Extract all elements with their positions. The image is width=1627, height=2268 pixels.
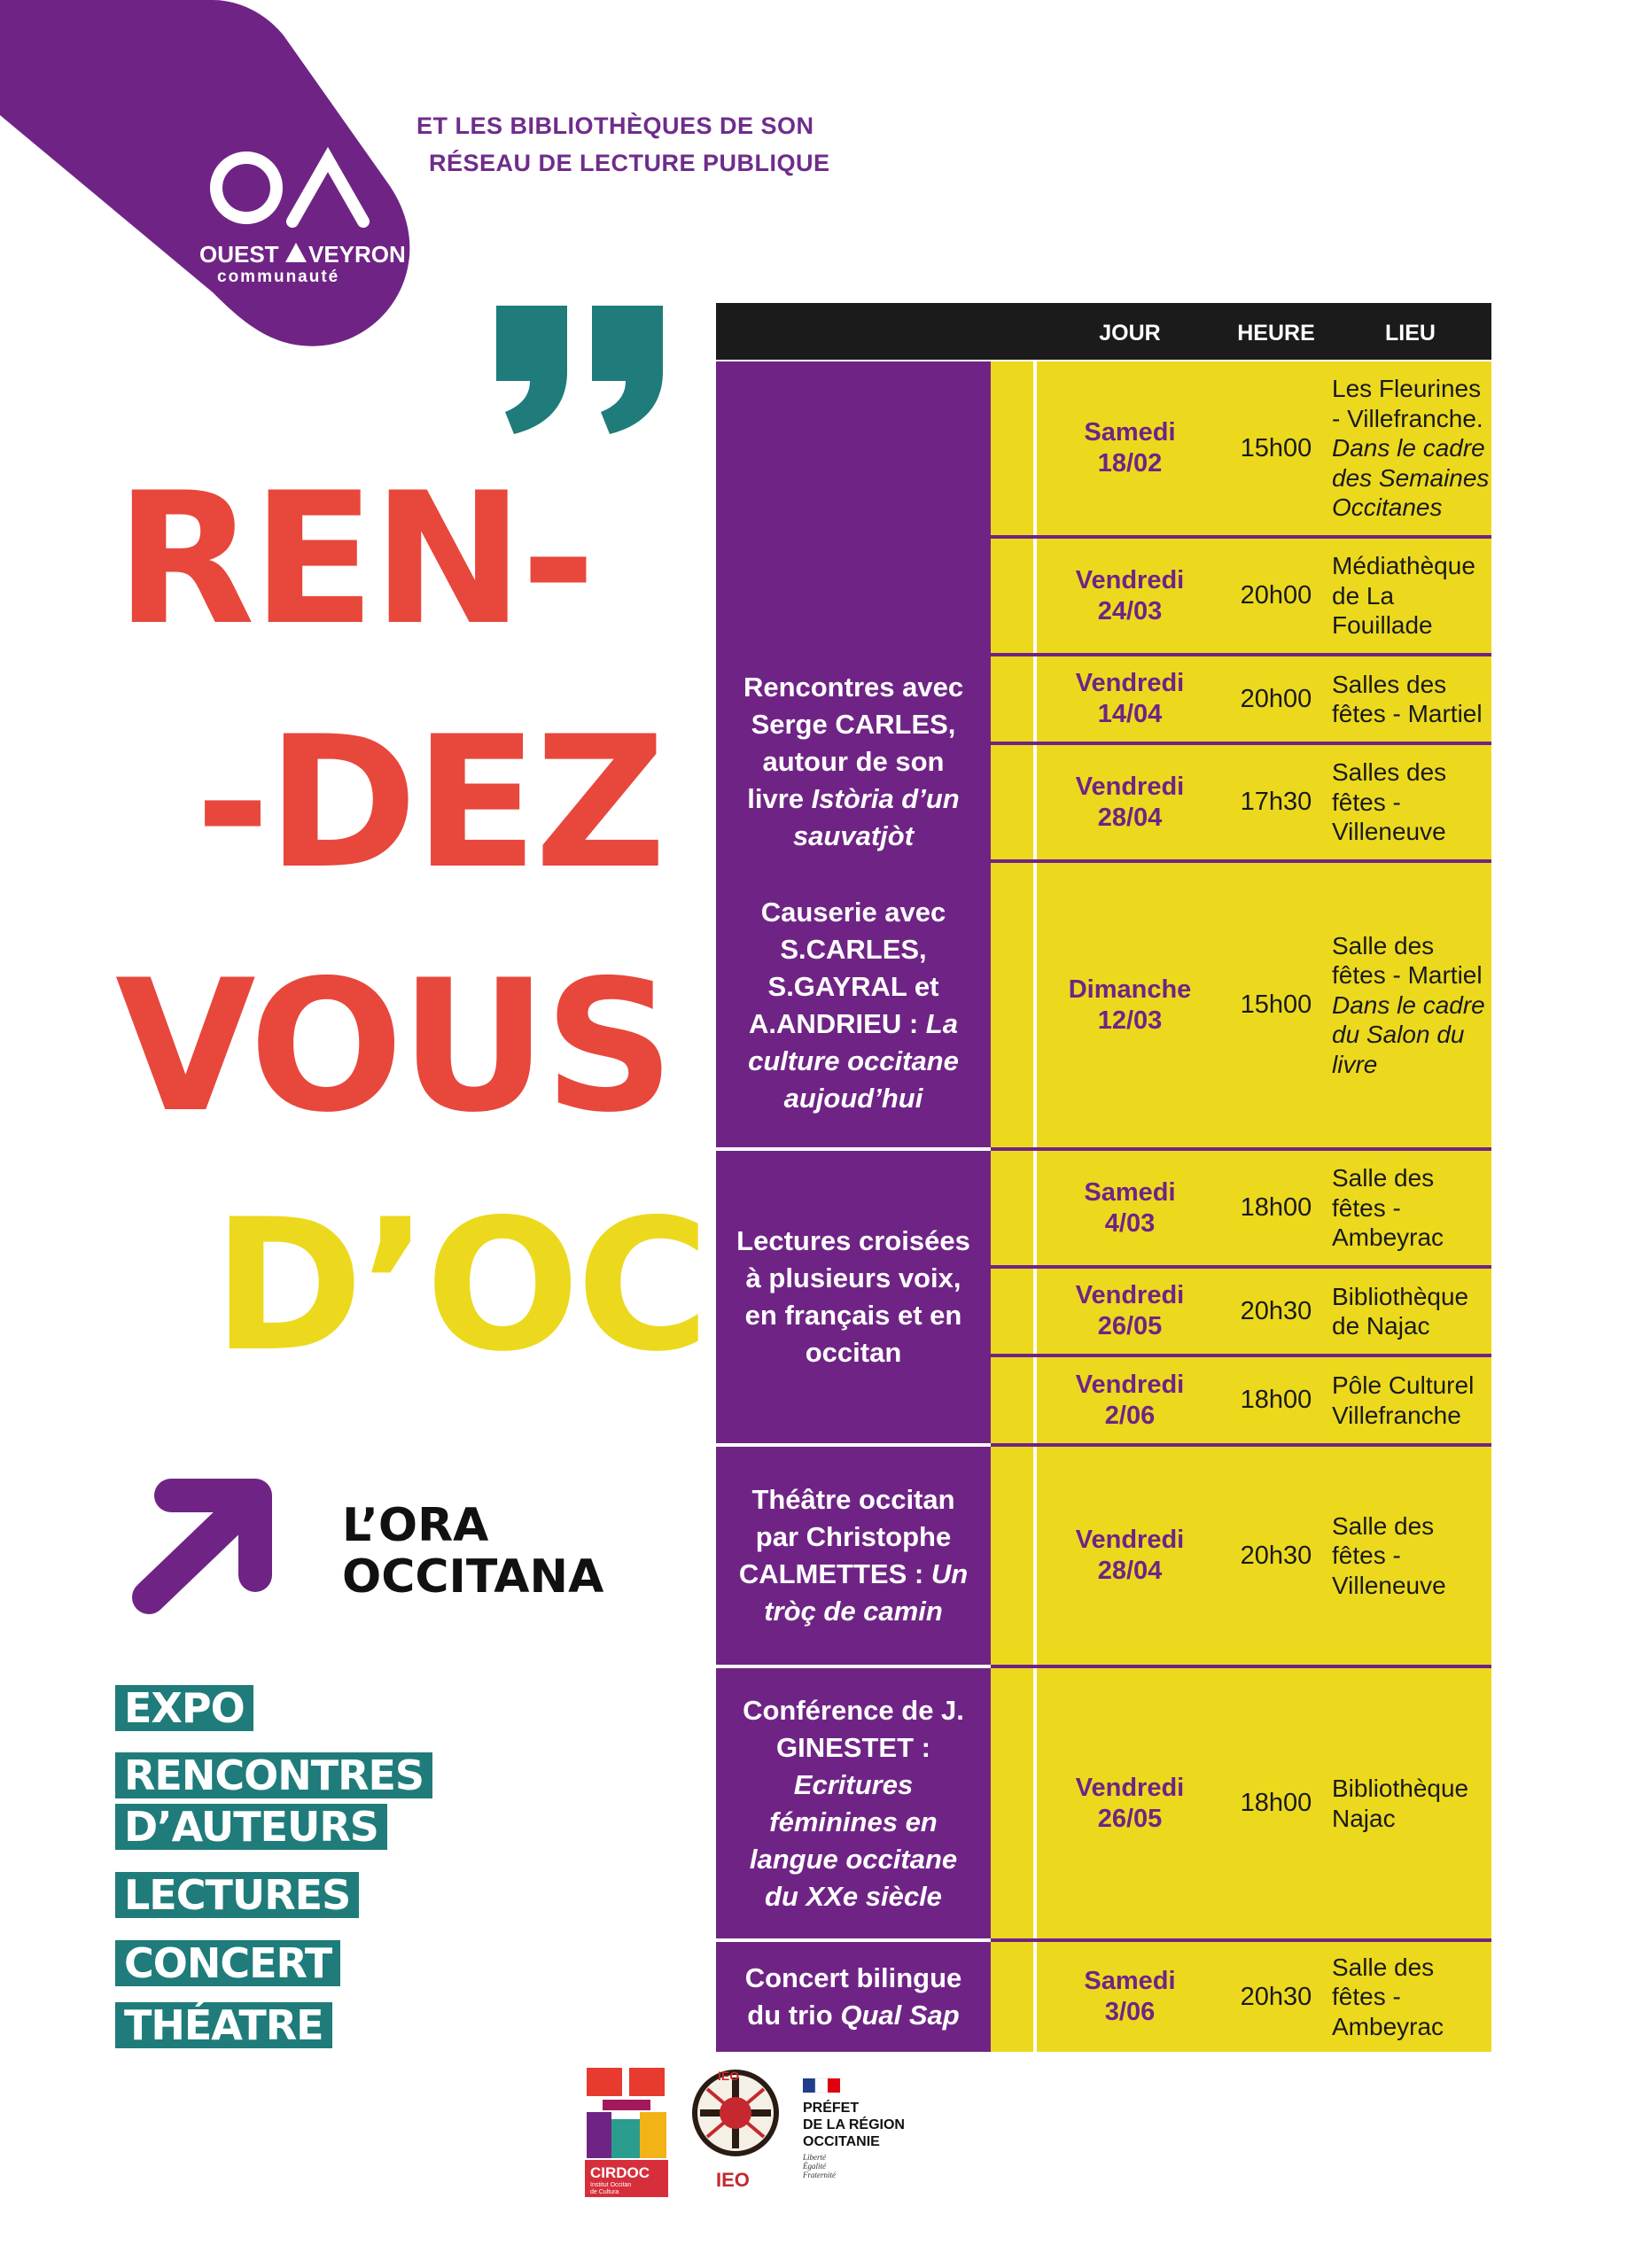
- heure-cell: 20h30: [1240, 1296, 1312, 1325]
- ieo-logo: [682, 2064, 789, 2197]
- lieu-cell: Salles des fêtes - Villeneuve: [1332, 758, 1447, 846]
- event-title: Causerie avec S.CARLES, S.GAYRAL et A.ANDRIEU :: [749, 896, 946, 1039]
- title-line-2: -DEZ: [195, 698, 663, 909]
- heure-cell: 17h30: [1240, 788, 1312, 816]
- table-row: [991, 1942, 1491, 2052]
- heure-cell: 20h30: [1240, 1541, 1312, 1570]
- quote-mark-icon: [487, 306, 673, 434]
- cirdoc-name: CIRDOC: [590, 2164, 650, 2181]
- lieu-cell: Salle des fêtes - Villeneuve: [1332, 1511, 1446, 1599]
- badge-name-left: OUEST: [199, 241, 279, 268]
- tag-expo: EXPO: [115, 1685, 253, 1731]
- event-cell: [716, 1447, 991, 1668]
- prefet-logo: [801, 2075, 952, 2181]
- event-title: Rencontres avec Serge CARLES, autour de son livre: [743, 672, 964, 814]
- event-cell: [716, 1151, 991, 1447]
- jour-cell: Vendredi 26/05: [1075, 1773, 1185, 1833]
- jour-cell: Vendredi 24/03: [1075, 565, 1185, 625]
- prefet-line-2: DE LA RÉGION: [803, 2117, 905, 2132]
- event-title: Lectures croisées à plusieurs voix, en français et en occitan: [736, 1225, 970, 1368]
- title-line-3: VOUS: [115, 942, 672, 1153]
- jour-cell: Vendredi 2/06: [1075, 1370, 1185, 1430]
- event-title-italic: Istòria d’un sauvatjòt: [792, 783, 960, 851]
- event-title-italic: Ecritures féminines en langue occitane du XXe siècle: [749, 1768, 958, 1912]
- subtitle-line-2: OCCITANA: [342, 1550, 604, 1604]
- table-row: [991, 745, 1491, 863]
- heure-cell: 15h00: [1240, 990, 1312, 1019]
- lieu-cell: Bibliothèque Najac: [1332, 1775, 1469, 1832]
- header-jour: JOUR: [1099, 321, 1161, 346]
- prefet-line-3: OCCITANIE: [803, 2134, 880, 2149]
- table-row: [991, 863, 1491, 1151]
- org-line-1: ET LES BIBLIOTHÈQUES DE SON: [416, 113, 814, 139]
- cirdoc-sub-2: de Cultura: [590, 2189, 619, 2195]
- motto-2: Égalité: [803, 2162, 826, 2171]
- lieu-cell: Salle des fêtes - Martiel Dans le cadre du Salon du livre: [1332, 931, 1485, 1078]
- subtitle-line-1: L’ORA: [342, 1499, 489, 1552]
- jour-cell: Vendredi 28/04: [1075, 1526, 1185, 1585]
- badge-sub: communauté: [217, 268, 340, 286]
- cirdoc-logo: [585, 2066, 668, 2197]
- ieo-seal-text: IEO: [718, 2069, 740, 2083]
- lieu-cell: Les Fleurines - Villefranche. Dans le cadre des Semaines Occitanes: [1332, 375, 1490, 522]
- header-lieu: LIEU: [1385, 321, 1436, 346]
- event-cell: [716, 863, 991, 1151]
- table-row: [991, 1269, 1491, 1357]
- lieu-cell: Bibliothèque de Najac: [1332, 1282, 1469, 1340]
- lieu-cell: Salle des fêtes - Ambeyrac: [1332, 1953, 1444, 2040]
- event-title-italic: Qual Sap: [840, 2000, 960, 2031]
- tag-rencontres: RENCONTRES: [115, 1752, 432, 1798]
- badge-name-right: VEYRON: [308, 241, 406, 268]
- jour-cell: Vendredi 14/04: [1075, 669, 1185, 728]
- table-row: [991, 656, 1491, 745]
- motto-3: Fraternité: [803, 2171, 836, 2179]
- ieo-seal-icon: [695, 2072, 776, 2154]
- org-line-2: RÉSEAU DE LECTURE PUBLIQUE: [429, 150, 830, 176]
- event-cell: [716, 1668, 991, 1942]
- jour-cell: Samedi 4/03: [1084, 1177, 1176, 1238]
- jour-cell: Samedi 18/02: [1084, 418, 1176, 478]
- title-line-1: REN-: [115, 454, 593, 665]
- ouest-aveyron-badge: [0, 0, 416, 354]
- tag-concert: CONCERT: [115, 1940, 340, 1986]
- jour-cell: Samedi 3/06: [1084, 1967, 1176, 2026]
- marianne-flag-icon: [803, 2078, 840, 2093]
- event-title: Concert bilingue du trio: [744, 1962, 962, 2031]
- table-row: [991, 1357, 1491, 1447]
- motto-1: Liberté: [803, 2153, 826, 2162]
- header-heure: HEURE: [1237, 321, 1315, 346]
- heure-cell: 20h30: [1240, 1982, 1312, 2011]
- event-title: Conférence de J. GINESTET :: [743, 1694, 964, 1763]
- heure-cell: 18h00: [1240, 1193, 1312, 1222]
- heure-cell: 20h00: [1240, 581, 1312, 610]
- title-line-4: D’OC: [213, 1181, 706, 1392]
- tag-auteurs: D’AUTEURS: [115, 1804, 387, 1850]
- heure-cell: 15h00: [1240, 433, 1312, 462]
- table-row: [991, 1447, 1491, 1668]
- jour-cell: Dimanche 12/03: [1068, 975, 1192, 1035]
- arrow-up-right-icon: [122, 1478, 282, 1621]
- heure-cell: 18h00: [1240, 1386, 1312, 1414]
- cirdoc-sub-1: Institut Occitan: [590, 2182, 632, 2188]
- table-row: [991, 1668, 1491, 1942]
- jour-cell: Vendredi 26/05: [1075, 1281, 1185, 1340]
- event-cell: [716, 1942, 991, 2052]
- table-row: [991, 1151, 1491, 1269]
- lieu-cell: Salle des fêtes - Ambeyrac: [1332, 1164, 1444, 1252]
- event-title-italic: La culture occitane aujoud’hui: [748, 1007, 959, 1114]
- heure-cell: 20h00: [1240, 684, 1312, 713]
- table-header: [716, 303, 1491, 360]
- prefet-line-1: PRÉFET: [803, 2101, 860, 2116]
- event-title: Théâtre occitan par Christophe CALMETTES :: [738, 1484, 955, 1589]
- table-row: [991, 361, 1491, 539]
- table-row: [991, 539, 1491, 656]
- lieu-cell: Salles des fêtes - Martiel: [1332, 670, 1483, 727]
- tag-theatre: THÉATRE: [115, 2002, 332, 2048]
- ieo-label: IEO: [716, 2169, 750, 2191]
- tag-lectures: LECTURES: [115, 1872, 359, 1918]
- event-title-italic: Un tròç de camin: [764, 1558, 969, 1627]
- heure-cell: 18h00: [1240, 1789, 1312, 1817]
- lieu-cell: Pôle Culturel Villefranche: [1332, 1371, 1475, 1429]
- lieu-cell: Médiathèque de La Fouillade: [1332, 552, 1475, 640]
- jour-cell: Vendredi 28/04: [1075, 772, 1185, 832]
